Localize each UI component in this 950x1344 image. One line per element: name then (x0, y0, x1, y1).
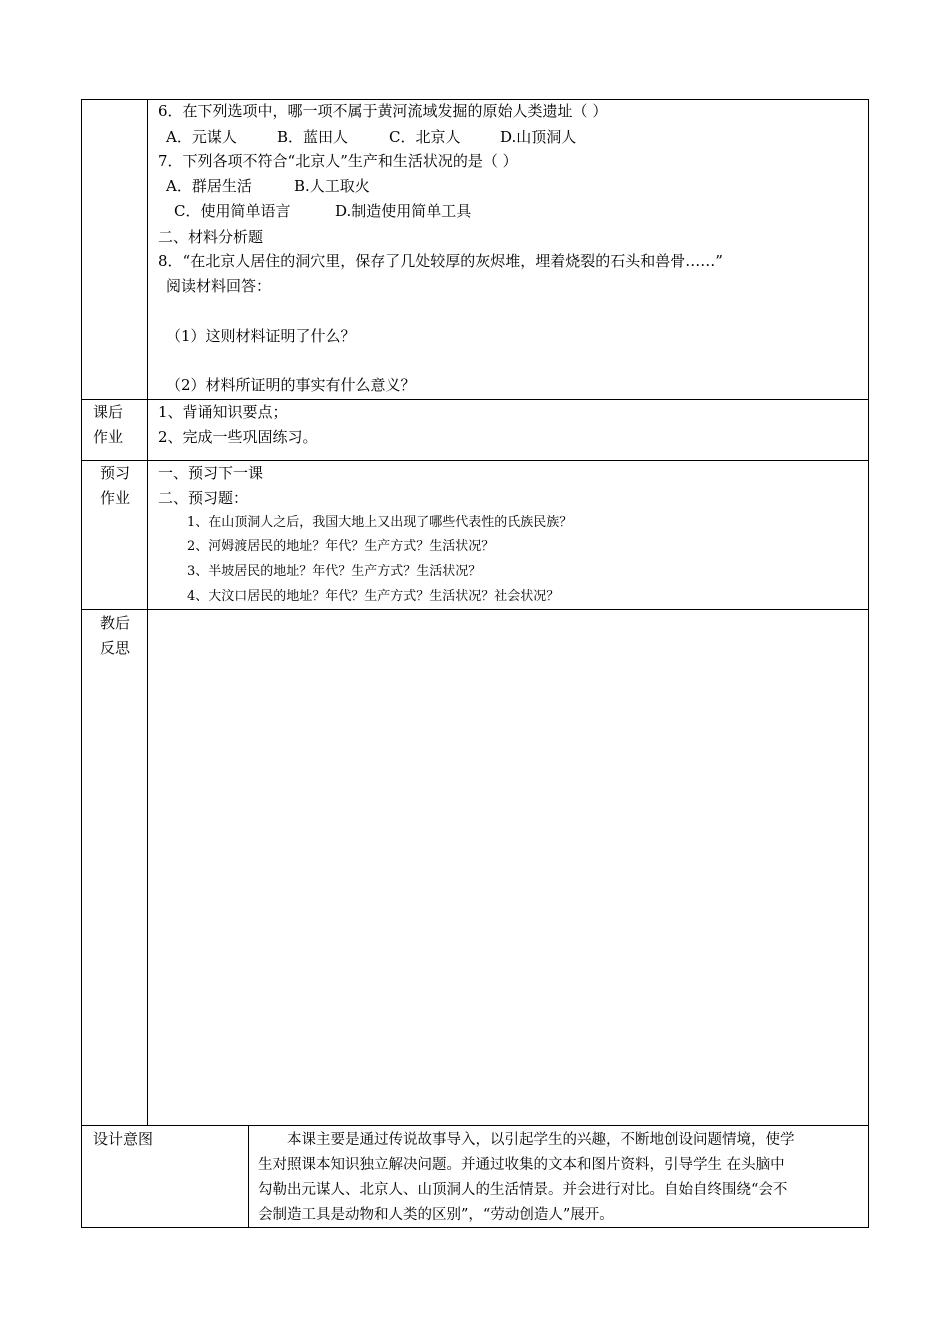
q7-option-a: A．群居生活 (166, 177, 252, 195)
homework-item: 2、完成一些巩固练习。 (158, 428, 318, 446)
q7-option-b: B.人工取火 (294, 177, 370, 195)
q6-option-b: B．蓝田人 (277, 128, 349, 146)
preview-question: 3、半坡居民的地址？年代？生产方式？生活状况？ (187, 564, 482, 579)
reflection-label-line1: 教后 (100, 614, 131, 632)
question-7: 7．下列各项不符合“北京人”生产和生活状况的是（ ） (158, 152, 518, 170)
question-8: 8．“在北京人居住的洞穴里，保存了几处较厚的灰烬堆，埋着烧裂的石头和兽骨……” (158, 252, 723, 270)
homework-item: 1、背诵知识要点； (158, 403, 288, 421)
part2-heading: 二、材料分析题 (158, 228, 264, 246)
design-label: 设计意图 (93, 1130, 154, 1148)
preview-question: 1、在山顶洞人之后，我国大地上又出现了哪些代表性的氏族民族？ (187, 515, 573, 530)
preview-heading-2: 二、预习题： (158, 489, 249, 507)
row-divider-1 (81, 399, 869, 400)
row-divider-2 (81, 460, 869, 461)
row-divider-3 (81, 609, 869, 610)
q6-option-c: C．北京人 (389, 128, 461, 146)
q8-sub-question-2: （2）材料所证明的事实有什么意义？ (166, 376, 416, 394)
design-text-line: 会制造工具是动物和人类的区别”，“劳动创造人”展开。 (258, 1207, 614, 1223)
homework-label-line1: 课后 (93, 403, 124, 421)
reflection-label-line2: 反思 (100, 639, 131, 657)
design-text-line: 本课主要是通过传说故事导入，以引起学生的兴趣，不断地创设问题情境，使学 (287, 1132, 795, 1148)
homework-label-line2: 作业 (93, 428, 124, 446)
preview-label-line1: 预习 (100, 464, 131, 482)
q6-option-a: A．元谋人 (166, 128, 237, 146)
preview-question: 2、河姆渡居民的地址？年代？生产方式？生活状况？ (187, 539, 495, 554)
q6-option-d: D.山顶洞人 (500, 128, 577, 146)
preview-question: 4、大汶口居民的地址？年代？生产方式？生活状况？社会状况？ (187, 589, 560, 604)
row-divider-4 (81, 1125, 869, 1126)
q8-instruction: 阅读材料回答： (166, 277, 272, 295)
q8-sub-question-1: （1）这则材料证明了什么？ (166, 327, 356, 345)
q7-option-c: C．使用简单语言 (174, 202, 291, 220)
preview-label-line2: 作业 (100, 489, 131, 507)
label-column-divider (147, 99, 148, 1125)
question-6: 6．在下列选项中，哪一项不属于黄河流域发掘的原始人类遗址（ ） (158, 102, 608, 120)
design-text-line: 生对照课本知识独立解决问题。并通过收集的文本和图片资料，引导学生 在头脑中 (258, 1157, 785, 1173)
design-text-line: 勾勒出元谋人、北京人、山顶洞人的生活情景。并会进行对比。自始自终围绕“会不 (258, 1182, 788, 1198)
q7-option-d: D.制造使用简单工具 (335, 202, 472, 220)
design-column-divider (248, 1125, 249, 1228)
preview-heading-1: 一、预习下一课 (158, 464, 264, 482)
